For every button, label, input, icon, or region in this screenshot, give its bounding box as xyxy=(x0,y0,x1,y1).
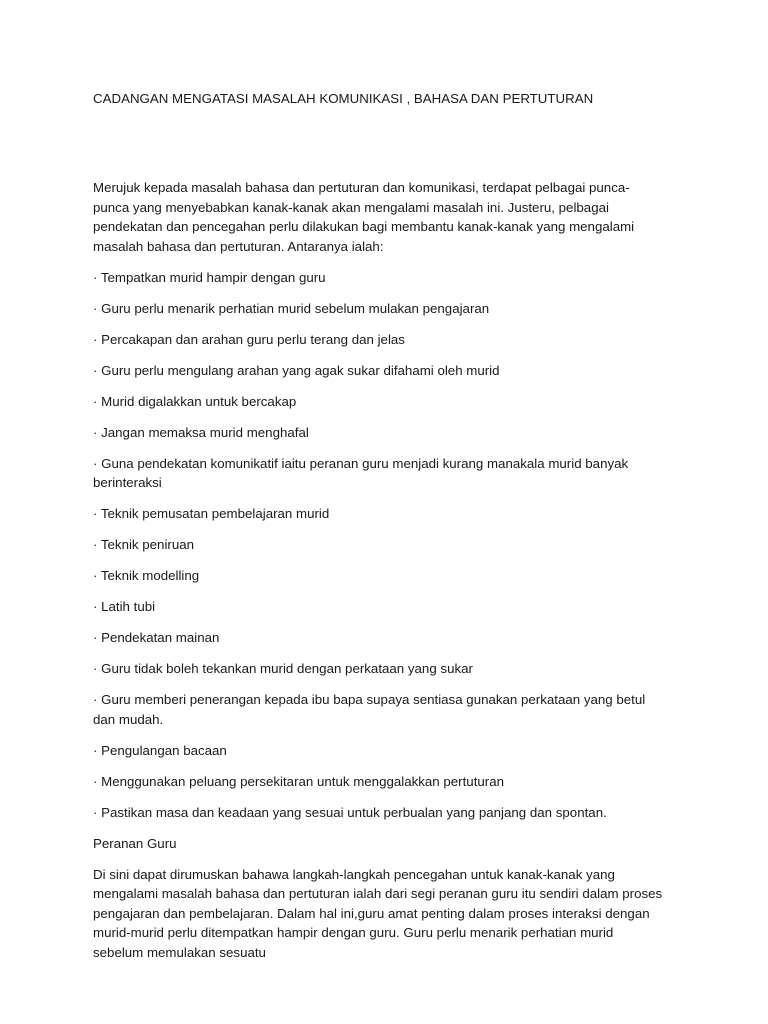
list-item: · Percakapan dan arahan guru perlu terang dan jelas xyxy=(93,331,405,347)
list-item: · Tempatkan murid hampir dengan guru xyxy=(93,269,326,285)
intro-paragraph: Merujuk kepada masalah bahasa dan pertuturan dan komunikasi, terdapat pelbagai punca-punca yang menyebabkan kanak-kanak akan mengalami masalah ini. Justeru, pelbagai pendekatan dan pencegahan perlu dilakukan bagi membantu kanak-kanak yang mengalami masalah bahasa dan pertuturan. Antaranya ialah: xyxy=(93,180,635,254)
list-item: · Teknik pemusatan pembelajaran murid xyxy=(93,506,330,521)
list-item: · Pengulangan bacaan xyxy=(93,742,227,758)
list-item: · Pendekatan mainan xyxy=(93,630,220,645)
list-item: · Teknik peniruan xyxy=(93,537,195,552)
section-heading: Peranan Guru xyxy=(93,835,177,851)
list-item: · Guna pendekatan komunikatif iaitu peranan guru menjadi kurang manakala murid banyak berinteraksi xyxy=(93,455,629,490)
list-item: · Menggunakan peluang persekitaran untuk menggalakkan pertuturan xyxy=(93,773,505,789)
list-item: · Pastikan masa dan keadaan yang sesuai untuk perbualan yang panjang dan spontan. xyxy=(93,804,607,820)
list-item: · Guru tidak boleh tekankan murid dengan perkataan yang sukar xyxy=(93,661,473,676)
list-item: · Jangan memaksa murid menghafal xyxy=(93,424,309,440)
list-item: · Guru perlu mengulang arahan yang agak sukar difahami oleh murid xyxy=(93,362,500,378)
list-item: · Guru memberi penerangan kepada ibu bapa supaya sentiasa gunakan perkataan yang betul dan mudah. xyxy=(93,692,646,727)
list-item: · Murid digalakkan untuk bercakap xyxy=(93,393,297,409)
suggestion-list xyxy=(93,268,665,823)
list-item: · Latih tubi xyxy=(93,599,156,614)
list-item: · Guru perlu menarik perhatian murid sebelum mulakan pengajaran xyxy=(93,300,490,316)
list-item: · Teknik modelling xyxy=(93,568,200,583)
document-body xyxy=(93,178,665,962)
body-paragraph: Di sini dapat dirumuskan bahawa langkah-langkah pencegahan untuk kanak-kanak yang mengalami masalah bahasa dan pertuturan ialah dari segi peranan guru itu sendiri dalam proses pengajaran dan pembelajaran. Dalam hal ini,guru amat penting dalam proses interaksi dengan murid-murid perlu ditempatkan hampir dengan guru. Guru perlu menarik perhatian murid sebelum memulakan sesuatu xyxy=(93,866,663,960)
document-title: CADANGAN MENGATASI MASALAH KOMUNIKASI , BAHASA DAN PERTUTURAN xyxy=(93,91,594,106)
